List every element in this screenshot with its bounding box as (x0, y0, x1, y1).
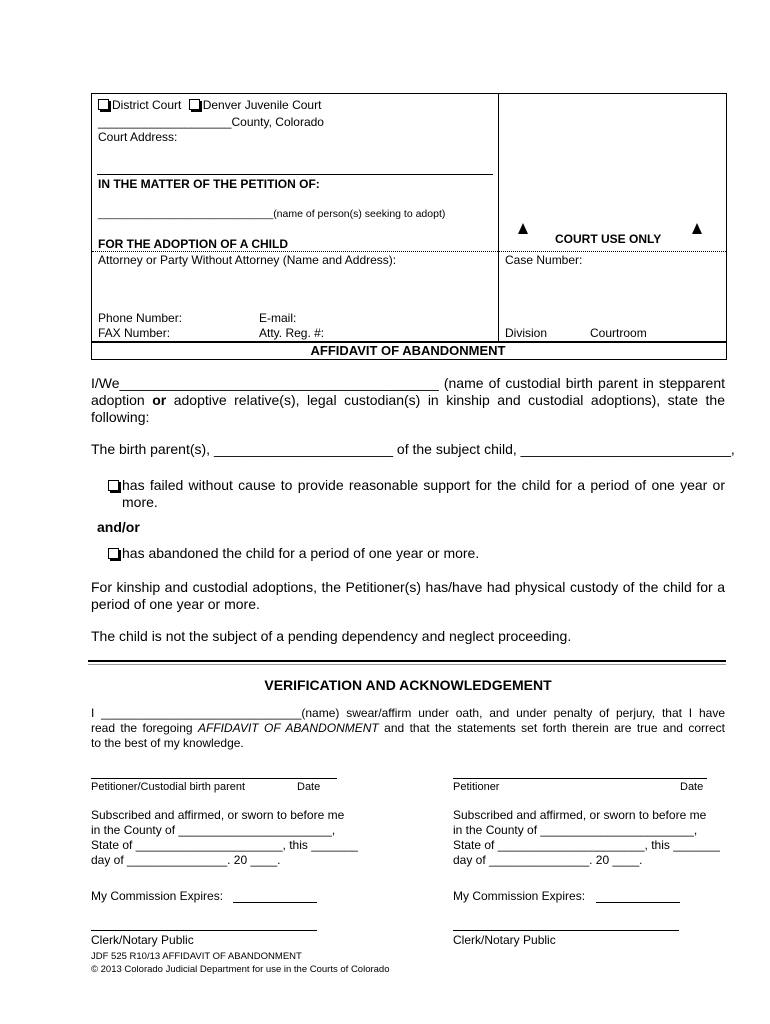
option-1-checkbox-wrap (108, 477, 122, 493)
document-title: AFFIDAVIT OF ABANDONMENT (310, 343, 506, 358)
right-sworn-line-2: in the County of _______________________, (453, 823, 698, 837)
courtroom-label: Courtroom (590, 326, 647, 340)
option-2-checkbox[interactable] (108, 548, 119, 559)
case-number-label: Case Number: (505, 253, 583, 267)
verification-title: VERIFICATION AND ACKNOWLEDGEMENT (264, 677, 552, 693)
verification-line-2-pre: read the foregoing (91, 721, 198, 735)
option-1-line-2: more. (122, 494, 158, 510)
iwe-line-2-or: or (152, 392, 167, 408)
option-2-label: has abandoned the child for a period of one year or more. (122, 545, 480, 561)
email-label: E-mail: (259, 311, 297, 325)
right-signature-line (453, 778, 707, 779)
right-sworn-line-4: day of _______________. 20 ____. (453, 853, 643, 867)
phone-label: Phone Number: (98, 311, 183, 325)
right-signer-label: Petitioner (453, 781, 500, 793)
left-sworn-block (91, 808, 358, 868)
option-1-checkbox[interactable] (108, 480, 119, 491)
left-sworn-line-4: day of _______________. 20 ____. (91, 853, 281, 867)
iwe-line-3: following: (91, 409, 150, 425)
petitioner-name-line: ______________________________(name of person(s) seeking to adopt) (98, 208, 446, 220)
left-date-label: Date (297, 781, 321, 793)
section-separator (88, 660, 726, 662)
iwe-line-2-post: adoptive relative(s), legal custodian(s) in kinship and custodial adoptions), state the (166, 392, 725, 408)
left-sworn-line-2: in the County of _______________________, (91, 823, 336, 837)
denver-juvenile-court-label: Denver Juvenile Court (202, 98, 322, 112)
verification-line-1: I ______________________________(name) swear/affirm under oath, and under penalty of perjury, that I have (91, 706, 725, 720)
caption-divider-attorney (92, 251, 726, 252)
attorney-label: Attorney or Party Without Attorney (Name and Address): (98, 253, 397, 267)
iwe-paragraph (91, 375, 725, 426)
iwe-line-2-pre: adoption (91, 392, 153, 408)
iwe-line-2 (91, 392, 725, 409)
kinship-line-2: period of one year or more. (91, 596, 260, 612)
kinship-paragraph (91, 579, 725, 613)
division-label: Division (505, 326, 548, 340)
district-court-label: District Court (112, 98, 182, 112)
court-address-label: Court Address: (98, 130, 178, 144)
verification-line-3: to the best of my knowledge. (91, 736, 244, 750)
left-commission-label: My Commission Expires: (91, 889, 224, 903)
court-use-triangle-right (692, 223, 702, 234)
fax-label: FAX Number: (98, 326, 171, 340)
right-date-label: Date (680, 781, 704, 793)
matter-heading: IN THE MATTER OF THE PETITION OF: (98, 177, 320, 191)
footer-form-id: JDF 525 R10/13 AFFIDAVIT OF ABANDONMENT (91, 951, 302, 962)
caption-divider-matter (97, 174, 493, 175)
verification-line-2-italic: AFFIDAVIT OF ABANDONMENT (197, 721, 379, 735)
left-sworn-line-1: Subscribed and affirmed, or sworn to before me (91, 808, 345, 822)
dependency-line: The child is not the subject of a pending dependency and neglect proceeding. (91, 628, 572, 644)
section-separator-shadow (88, 664, 726, 665)
left-notary-label: Clerk/Notary Public (91, 933, 194, 947)
atty-reg-label: Atty. Reg. #: (259, 326, 325, 340)
verification-line-2 (91, 721, 725, 736)
verification-line-2-post: and that the statements set forth therein are true and correct (378, 721, 725, 735)
option-1-line-1: has failed without cause to provide reasonable support for the child for a period of one year or (122, 477, 725, 493)
court-use-only-label: COURT USE ONLY (555, 232, 662, 246)
left-sworn-line-3: State of ______________________, this _______ (91, 838, 358, 852)
court-use-triangle-left (518, 223, 528, 234)
right-commission-label: My Commission Expires: (453, 889, 586, 903)
verification-text (91, 706, 725, 751)
iwe-line-1: I/We_________________________________________ (name of custodial birth parent in stepparent (91, 375, 725, 391)
birth-parents-line: The birth parent(s), _______________________ of the subject child, ___________________________, (91, 441, 735, 457)
caption-divider-vertical (498, 93, 499, 342)
court-type-options (98, 98, 321, 112)
left-commission-line (233, 902, 317, 903)
right-sworn-line-1: Subscribed and affirmed, or sworn to before me (453, 808, 707, 822)
left-signature-line (91, 778, 337, 779)
adoption-heading: FOR THE ADOPTION OF A CHILD (98, 237, 288, 251)
right-sworn-block (453, 808, 720, 868)
and-or-label: and/or (97, 519, 140, 535)
footer-copyright: © 2013 Colorado Judicial Department for use in the Courts of Colorado (91, 964, 390, 975)
kinship-line-1: For kinship and custodial adoptions, the Petitioner(s) has/have had physical custody of the child for a (91, 579, 725, 595)
left-notary-signature-line (91, 930, 317, 931)
option-1-text (122, 477, 725, 511)
right-commission-line (596, 902, 680, 903)
option-2 (108, 545, 479, 561)
county-line: ____________________County, Colorado (98, 115, 324, 129)
right-notary-signature-line (453, 930, 679, 931)
left-signer-label: Petitioner/Custodial birth parent (91, 781, 246, 793)
denver-juvenile-court-checkbox[interactable] (189, 99, 200, 110)
right-sworn-line-3: State of ______________________, this _______ (453, 838, 720, 852)
right-notary-label: Clerk/Notary Public (453, 933, 556, 947)
district-court-checkbox[interactable] (98, 99, 109, 110)
